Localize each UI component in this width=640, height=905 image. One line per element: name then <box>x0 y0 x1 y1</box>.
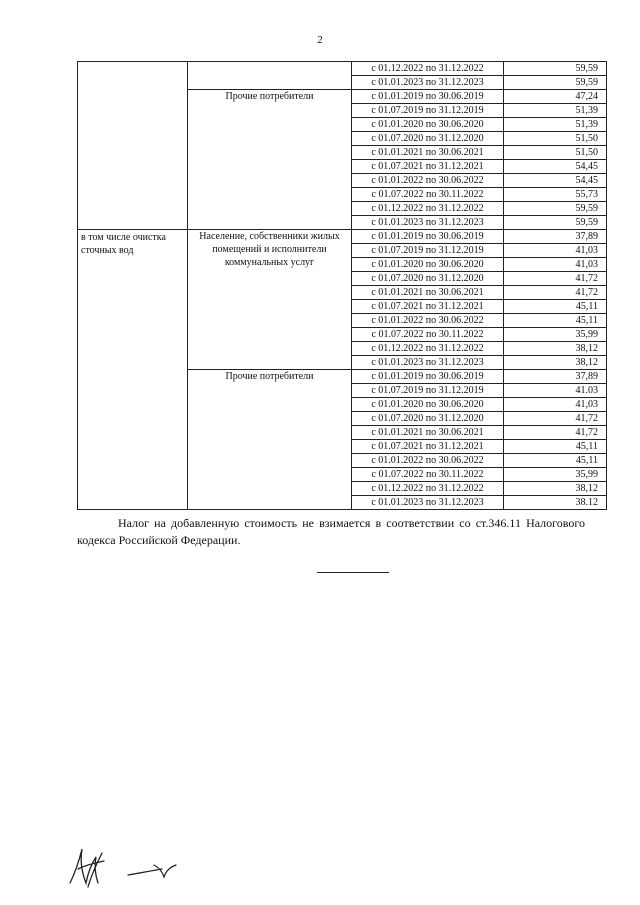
service-cell <box>78 62 188 230</box>
period-cell: с 01.07.2022 по 30.11.2022 <box>352 468 504 482</box>
period-cell: с 01.01.2020 по 30.06.2020 <box>352 398 504 412</box>
period-cell: с 01.01.2022 по 30.06.2022 <box>352 174 504 188</box>
tariff-value-cell: 37,89 <box>504 230 607 244</box>
period-cell: с 01.01.2023 по 31.12.2023 <box>352 76 504 90</box>
table-row <box>78 230 607 244</box>
tariff-value-cell: 47,24 <box>504 90 607 104</box>
period-cell: с 01.07.2022 по 30.11.2022 <box>352 328 504 342</box>
period-cell: с 01.01.2023 по 31.12.2023 <box>352 496 504 510</box>
tariff-value-cell: 41,03 <box>504 398 607 412</box>
consumer-cell: Прочие потребители <box>188 370 352 510</box>
period-cell: с 01.01.2023 по 31.12.2023 <box>352 216 504 230</box>
tariff-value-cell: 35,99 <box>504 468 607 482</box>
period-cell: с 01.01.2021 по 30.06.2021 <box>352 426 504 440</box>
tariff-value-cell: 41,72 <box>504 412 607 426</box>
end-of-document-line <box>317 572 389 573</box>
tariff-value-cell: 41,03 <box>504 244 607 258</box>
tariff-value-cell: 38,12 <box>504 482 607 496</box>
consumer-cell: Прочие потребители <box>188 90 352 230</box>
tariff-value-cell: 59,59 <box>504 216 607 230</box>
tariff-table <box>77 61 607 510</box>
tariff-value-cell: 37,89 <box>504 370 607 384</box>
table-row <box>78 62 607 76</box>
period-cell: с 01.01.2023 по 31.12.2023 <box>352 356 504 370</box>
tariff-value-cell: 51,50 <box>504 132 607 146</box>
period-cell: с 01.07.2019 по 31.12.2019 <box>352 384 504 398</box>
period-cell: с 01.07.2022 по 30.11.2022 <box>352 188 504 202</box>
tariff-value-cell: 41.03 <box>504 384 607 398</box>
tariff-value-cell: 41,03 <box>504 258 607 272</box>
period-cell: с 01.07.2020 по 31.12.2020 <box>352 412 504 426</box>
period-cell: с 01.07.2019 по 31.12.2019 <box>352 104 504 118</box>
service-cell: в том числе очистка сточных вод <box>78 230 188 510</box>
tariff-value-cell: 45,11 <box>504 440 607 454</box>
period-cell: с 01.01.2021 по 30.06.2021 <box>352 146 504 160</box>
tariff-value-cell: 38.12 <box>504 496 607 510</box>
period-cell: с 01.07.2020 по 31.12.2020 <box>352 132 504 146</box>
period-cell: с 01.01.2019 по 30.06.2019 <box>352 90 504 104</box>
period-cell: с 01.01.2020 по 30.06.2020 <box>352 118 504 132</box>
period-cell: с 01.01.2021 по 30.06.2021 <box>352 286 504 300</box>
period-cell: с 01.07.2019 по 31.12.2019 <box>352 244 504 258</box>
tariff-value-cell: 38,12 <box>504 342 607 356</box>
period-cell: с 01.01.2019 по 30.06.2019 <box>352 370 504 384</box>
tariff-value-cell: 54,45 <box>504 174 607 188</box>
tariff-value-cell: 41,72 <box>504 426 607 440</box>
consumer-cell <box>188 62 352 90</box>
tariff-value-cell: 59,59 <box>504 62 607 76</box>
tariff-value-cell: 51,50 <box>504 146 607 160</box>
period-cell: с 01.07.2021 по 31.12.2021 <box>352 440 504 454</box>
period-cell: с 01.12.2022 по 31.12.2022 <box>352 482 504 496</box>
period-cell: с 01.07.2021 по 31.12.2021 <box>352 160 504 174</box>
period-cell: с 01.12.2022 по 31.12.2022 <box>352 342 504 356</box>
tariff-value-cell: 54,45 <box>504 160 607 174</box>
handwritten-signature <box>58 843 198 891</box>
tariff-value-cell: 41,72 <box>504 272 607 286</box>
tariff-value-cell: 59,59 <box>504 76 607 90</box>
tariff-value-cell: 38,12 <box>504 356 607 370</box>
period-cell: с 01.01.2022 по 30.06.2022 <box>352 454 504 468</box>
period-cell: с 01.07.2021 по 31.12.2021 <box>352 300 504 314</box>
vat-footnote: Налог на добавленную стоимость не взимается в соответствии со ст.346.11 Налогового кодекса Российской Федерации. <box>77 516 585 547</box>
tariff-value-cell: 45,11 <box>504 454 607 468</box>
period-cell: с 01.07.2020 по 31.12.2020 <box>352 272 504 286</box>
period-cell: с 01.12.2022 по 31.12.2022 <box>352 62 504 76</box>
tariff-value-cell: 51,39 <box>504 118 607 132</box>
period-cell: с 01.12.2022 по 31.12.2022 <box>352 202 504 216</box>
tariff-value-cell: 51,39 <box>504 104 607 118</box>
period-cell: с 01.01.2020 по 30.06.2020 <box>352 258 504 272</box>
tariff-value-cell: 45,11 <box>504 314 607 328</box>
tariff-value-cell: 45,11 <box>504 300 607 314</box>
tariff-table-body <box>78 62 607 510</box>
consumer-cell: Население, собственники жилых помещений и исполнители коммунальных услуг <box>188 230 352 370</box>
period-cell: с 01.01.2019 по 30.06.2019 <box>352 230 504 244</box>
tariff-value-cell: 59,59 <box>504 202 607 216</box>
period-cell: с 01.01.2022 по 30.06.2022 <box>352 314 504 328</box>
tariff-value-cell: 35,99 <box>504 328 607 342</box>
tariff-value-cell: 41,72 <box>504 286 607 300</box>
page-number: 2 <box>317 34 323 46</box>
tariff-value-cell: 55,73 <box>504 188 607 202</box>
